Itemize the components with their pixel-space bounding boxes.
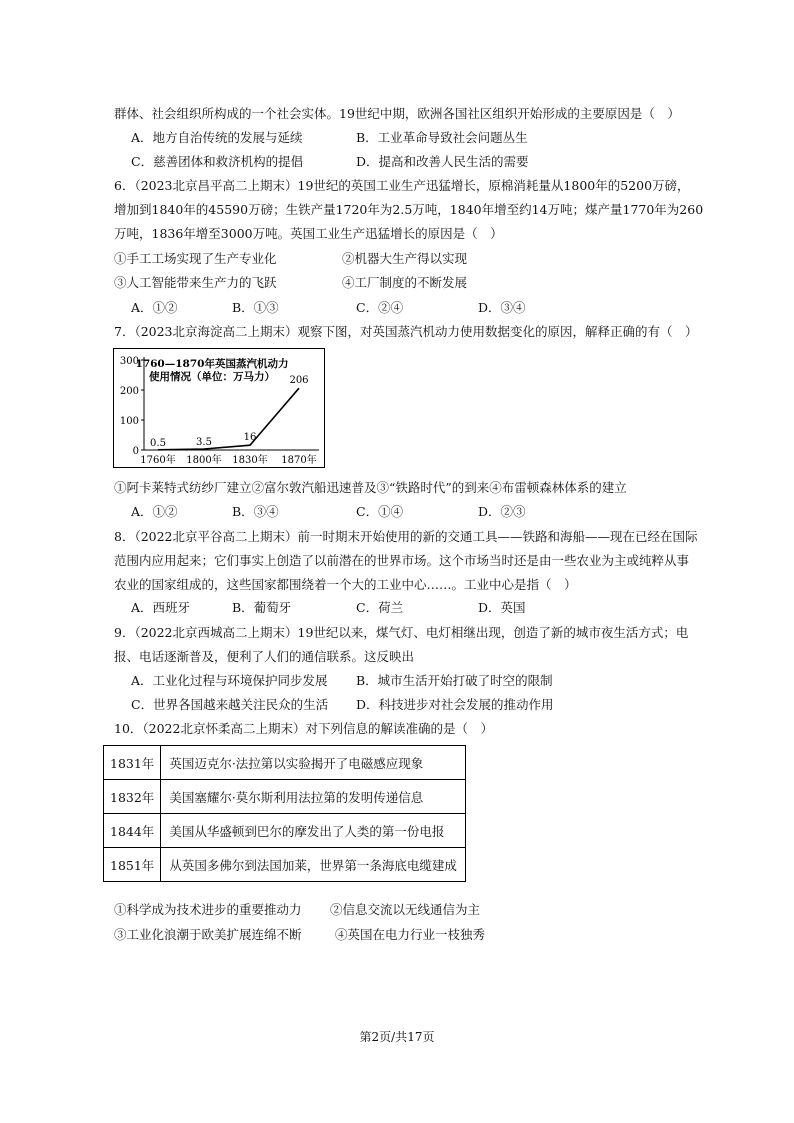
q6-option-d: D．③④ bbox=[478, 300, 526, 315]
q6-statement-2: ②机器大生产得以实现 bbox=[342, 251, 468, 266]
q6-statement-3: ③人工智能带来生产力的飞跃 bbox=[114, 275, 277, 290]
page-footer: 第2页/共17页 bbox=[359, 1030, 435, 1044]
q6-option-a: A．①② bbox=[131, 300, 178, 315]
x-tick-label: 1830年 bbox=[232, 455, 268, 466]
q6-stem-line2: 增加到1840年的45590万磅；生铁产量1720年为2.5万吨，1840年增至约14万吨；煤产量1770年为260 bbox=[114, 202, 704, 217]
q10-statement-2: ②信息交流以无线通信为主 bbox=[330, 902, 481, 917]
q8-option-c: C．荷兰 bbox=[356, 600, 404, 615]
q5-option-d: D．提高和改善人民生活的需要 bbox=[356, 154, 529, 169]
table-cell-event: 英国迈克尔·法拉第以实验揭开了电磁感应现象 bbox=[161, 746, 466, 780]
q7-stem: 7．（2023北京海淀高二上期末）观察下图，对英国蒸汽机动力使用数据变化的原因，解释正确的有（ ） bbox=[114, 324, 698, 339]
q9-stem-line2: 报、电话逐渐普及，便利了人们的通信联系。这反映出 bbox=[114, 649, 415, 664]
table-cell-year: 1831年 bbox=[104, 746, 161, 780]
telecom-history-table bbox=[103, 745, 466, 882]
y-tick-label: 100 bbox=[119, 416, 139, 427]
y-tick-label: 0 bbox=[132, 446, 139, 457]
q9-option-d: D．科技进步对社会发展的推动作用 bbox=[356, 697, 554, 712]
q8-option-b: B．葡萄牙 bbox=[232, 600, 292, 615]
q5-option-c: C．慈善团体和救济机构的提倡 bbox=[131, 154, 304, 169]
q6-stem-line3: 万吨，1836年增至3000万吨。英国工业生产迅猛增长的原因是（ ） bbox=[114, 226, 503, 241]
x-tick-label: 1870年 bbox=[281, 455, 317, 466]
chart-title-line1: 1760—1870年英国蒸汽机动力 bbox=[135, 358, 289, 370]
y-tick-label: 300 bbox=[119, 356, 139, 367]
table-cell-event: 从英国多佛尔到法国加莱，世界第一条海底电缆建成 bbox=[161, 848, 466, 882]
q7-option-a: A．①② bbox=[131, 504, 178, 519]
q9-option-b: B．城市生活开始打破了时空的限制 bbox=[356, 673, 553, 688]
q7-reasons: ①阿卡莱特式纺纱厂建立②富尔敦汽船迅速普及③“铁路时代”的到来④布雷顿森林体系的建立 bbox=[114, 480, 627, 495]
steam-power-chart-svg bbox=[114, 349, 326, 469]
q9-option-a: A．工业化过程与环境保护同步发展 bbox=[131, 673, 328, 688]
table-row bbox=[104, 848, 466, 882]
data-label: 0.5 bbox=[150, 437, 166, 449]
q10-stem: 10．（2022北京怀柔高二上期末）对下列信息的解读准确的是（ ） bbox=[114, 721, 493, 736]
q5-stem: 群体、社会组织所构成的一个社会实体。19世纪中期，欧洲各国社区组织开始形成的主要原因是（ ） bbox=[114, 106, 680, 121]
table-cell-event: 美国从华盛顿到巴尔的摩发出了人类的第一份电报 bbox=[161, 814, 466, 848]
q10-statement-4: ④英国在电力行业一枝独秀 bbox=[335, 927, 486, 942]
series-line bbox=[158, 388, 299, 450]
q9-option-c: C．世界各国越来越关注民众的生活 bbox=[131, 697, 329, 712]
q7-option-c: C．①④ bbox=[356, 504, 404, 519]
table-cell-year: 1832年 bbox=[104, 780, 161, 814]
q8-stem-line2: 范围内应用起来；它们事实上创造了以前潜在的世界市场。这个市场当时还是由一些农业为主或纯粹从事 bbox=[114, 553, 690, 568]
q8-option-d: D．英国 bbox=[478, 600, 526, 615]
table-cell-year: 1851年 bbox=[104, 848, 161, 882]
q5-option-a: A．地方自治传统的发展与延续 bbox=[131, 130, 303, 145]
q9-stem-line1: 9．（2022北京西城高二上期末）19世纪以来，煤气灯、电灯相继出现，创造了新的城市夜生活方式；电 bbox=[114, 625, 689, 640]
steam-power-chart bbox=[113, 348, 325, 468]
q10-statement-1: ①科学成为技术进步的重要推动力 bbox=[114, 902, 302, 917]
q8-stem-line1: 8．（2022北京平谷高二上期末）前一时期末开始使用的新的交通工具——铁路和海船——现在已经在国际 bbox=[114, 529, 698, 544]
q6-statement-1: ①手工工场实现了生产专业化 bbox=[114, 251, 277, 266]
q7-option-b: B．③④ bbox=[232, 504, 279, 519]
y-tick-label: 200 bbox=[119, 386, 139, 397]
table-row bbox=[104, 746, 466, 780]
q6-option-b: B．①③ bbox=[232, 300, 279, 315]
q8-option-a: A．西班牙 bbox=[131, 600, 191, 615]
data-label: 206 bbox=[289, 375, 309, 387]
table-cell-year: 1844年 bbox=[104, 814, 161, 848]
x-tick-label: 1760年 bbox=[140, 455, 176, 466]
table-row bbox=[104, 814, 466, 848]
data-label: 3.5 bbox=[196, 436, 212, 448]
table-cell-event: 美国塞耀尔·莫尔斯利用法拉第的发明传递信息 bbox=[161, 780, 466, 814]
q7-option-d: D．②③ bbox=[478, 504, 526, 519]
table-row bbox=[104, 780, 466, 814]
data-label: 16 bbox=[243, 432, 257, 444]
q6-stem-line1: 6．（2023北京昌平高二上期末）19世纪的英国工业生产迅猛增长，原棉消耗量从1800年的5200万磅， bbox=[114, 178, 690, 193]
q6-option-c: C．②④ bbox=[356, 300, 404, 315]
chart-title-line2: 使用情况（单位：万马力） bbox=[149, 371, 275, 383]
q8-stem-line3: 农业的国家组成的，这些国家都围绕着一个大的工业中心……。工业中心是指（ ） bbox=[114, 577, 577, 592]
q6-statement-4: ④工厂制度的不断发展 bbox=[342, 275, 468, 290]
x-tick-label: 1800年 bbox=[186, 455, 222, 466]
q5-option-b: B．工业革命导致社会问题丛生 bbox=[356, 130, 528, 145]
q10-statement-3: ③工业化浪潮于欧美扩展连绵不断 bbox=[114, 927, 302, 942]
